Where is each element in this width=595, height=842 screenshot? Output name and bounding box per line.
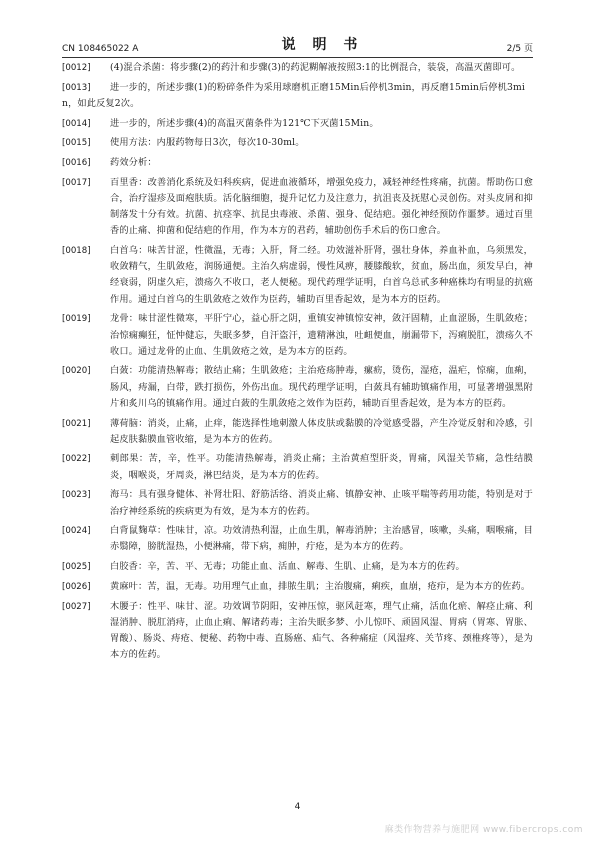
paragraph-number: [0024] bbox=[62, 526, 91, 537]
paragraph bbox=[62, 243, 533, 308]
paragraph bbox=[62, 487, 533, 519]
publication-number: CN 108465022 A bbox=[62, 44, 139, 54]
paragraph bbox=[62, 451, 533, 483]
paragraph-number: [0017] bbox=[62, 177, 91, 188]
paragraph-number: [0027] bbox=[62, 601, 91, 612]
paragraph-number: [0016] bbox=[62, 158, 91, 169]
paragraph bbox=[62, 579, 533, 595]
paragraph-text: 进一步的，所述步骤(1)的粉碎条件为采用球磨机正磨15Min后停机3min，再反磨15min后停机3min，如此反复2次。 bbox=[62, 81, 525, 109]
paragraph-number: [0015] bbox=[62, 138, 91, 149]
paragraph-text: 海马：具有强身健体、补肾壮阳、舒筋活络、消炎止痛、镇静安神、止咳平喘等药用功能，特别是对于治疗神经系统的疾病更为有效，是为本方的佐药。 bbox=[110, 489, 533, 517]
paragraph-number: [0020] bbox=[62, 366, 91, 377]
paragraph-text: 白蔹：功能清热解毒；散结止痛；生肌敛疮；主治疮疡肿毒，瘰疬，烫伤，湿疮，温疟，惊痫，血痢，肠风，痔漏，白带，跌打损伤，外伤出血。现代药理学证明，白蔹具有辅助镇痛作用，可显著增强黑附片和炙川乌的镇痛作用。通过白蔹的生肌敛疮之效作为臣药，辅助百里香起效，是为本方的臣药。 bbox=[110, 365, 533, 409]
paragraph-number: [0022] bbox=[62, 454, 91, 465]
paragraph bbox=[62, 559, 533, 575]
paragraph bbox=[62, 311, 533, 360]
paragraph-text: 白首乌：味苦甘涩，性微温，无毒；入肝，肾二经。功效滋补肝肾，强壮身体，养血补血，乌须黑发，收敛精气，生肌敛疮，润肠通便。主治久病虚弱，慢性风痹，腰膝酸软，贫血，肠出血，须发早白，神经衰弱，阴虚久疟，溃疡久不收口，老人便秘。现代药理学证明，白首乌总甙多种癌株均有明显的抗癌作用。通过白首乌的生肌敛疮之效作为臣药，辅助百里香起效，是为本方的臣药。 bbox=[110, 245, 533, 305]
paragraph-text: 木腰子：性平、味甘、涩。功效调节阴阳，安神压惊，驱风赶寒，理气止痛，活血化瘀、解痉止痛、利湿消肿、脱肛消痔，止血止痢、解诸药毒；主治失眠多梦、小儿惊吓、顽固风湿、胃病（胃寒、胃胀、胃酸）、肠炎、痔疮、便秘、药物中毒、直肠癌、疝气、各种痛症（风湿疼、关节疼、颈椎疼等），是为本方的佐药。 bbox=[110, 600, 533, 661]
paragraph-number: [0021] bbox=[62, 418, 91, 429]
paragraph-text: 龙骨：味甘涩性微寒，平肝宁心，益心肝之阴，重镇安神镇惊安神，敛汗固精，止血涩肠，生肌敛疮；治惊痫癫狂，怔忡健忘，失眠多梦，自汗盗汗，遗精淋浊，吐衄便血，崩漏带下，泻痢脱肛，溃疡久不收口。通过龙骨的止血、生肌敛疮之效，是为本方的臣药。 bbox=[110, 313, 533, 357]
document-title: 说 明 书 bbox=[281, 37, 364, 53]
paragraph-text: 使用方法：内服药物每日3次，每次10-30ml。 bbox=[110, 137, 305, 149]
paragraph-text: 进一步的，所述步骤(4)的高温灭菌条件为121℃下灭菌15Min。 bbox=[110, 117, 379, 129]
paragraph-number: [0023] bbox=[62, 490, 91, 501]
paragraph-text: 薄荷脑：消炎，止痛，止痒，能选择性地刺激人体皮肤或黏膜的冷觉感受器，产生冷觉反射和冷感，引起皮肤黏膜血管收缩，是为本方的佐药。 bbox=[110, 417, 533, 445]
paragraph bbox=[62, 116, 533, 132]
paragraph bbox=[62, 175, 533, 240]
paragraph bbox=[62, 416, 533, 448]
paragraph bbox=[62, 60, 533, 76]
page-count: 2/5 页 bbox=[506, 44, 533, 54]
paragraph-number: [0025] bbox=[62, 562, 91, 573]
document-body bbox=[62, 60, 533, 667]
paragraph-text: 白胶香：辛，苦、平、无毒；功能止血、活血、解毒、生肌、止痛，是为本方的佐药。 bbox=[110, 561, 465, 573]
paragraph-text: 白背鼠麴草：性味甘，凉。功效清热利湿，止血生肌，解毒消肿；主治感冒，咳嗽，头痛，咽喉痛，目赤翳障，膀胱湿热，小便淋痛，带下病，痈肿，疔疮，是为本方的佐药。 bbox=[110, 525, 533, 553]
paragraph bbox=[62, 155, 533, 171]
page-number: 4 bbox=[294, 802, 301, 812]
paragraph bbox=[62, 80, 533, 112]
paragraph-text: (4)混合杀菌：将步骤(2)的药汁和步骤(3)的药泥糊解液按照3:1的比例混合，装袋，高温灭菌即可。 bbox=[110, 62, 521, 73]
paragraph bbox=[62, 363, 533, 412]
paragraph bbox=[62, 135, 533, 151]
paragraph-number: [0012] bbox=[62, 63, 91, 73]
paragraph-number: [0014] bbox=[62, 118, 91, 129]
paragraph-number: [0019] bbox=[62, 314, 91, 325]
paragraph-text: 刺郎果：苦，辛，性平。功能清热解毒，消炎止痛；主治黄疸型肝炎，胃痛，风湿关节痛，急性结膜炎，咽喉炎，牙周炎，淋巴结炎，是为本方的佐药。 bbox=[110, 453, 533, 481]
paragraph bbox=[62, 523, 533, 555]
paragraph-number: [0013] bbox=[62, 82, 91, 93]
paragraph-text: 百里香：改善消化系统及妇科疾病，促进血液循环，增强免疫力，减轻神经性疼痛，抗菌。帮助伤口愈合，治疗湿疹及面疱肤质。活化脑细胞，提升记忆力及注意力，抗沮丧及抚慰心灵创伤。对头皮屑和抑制落发十分有效。抗菌、抗痉挛、抗昆虫毒液、杀菌、强身、促结疤。强化神经预防作噩梦。通过百里香的止痛、抑菌和促结疤的作用，作为本方的君药，辅助创伤手术后的伤口愈合。 bbox=[110, 176, 533, 237]
paragraph-number: [0026] bbox=[62, 581, 91, 592]
watermark: 麻类作物营养与施肥网 www.fibercrops.com bbox=[384, 825, 583, 835]
paragraph-text: 黄麻叶：苦，温，无毒。功用理气止血，排脓生肌；主治腹痛，痢疾，血崩，疮疖，是为本方的佐药。 bbox=[110, 580, 531, 592]
paragraph-number: [0018] bbox=[62, 246, 91, 257]
paragraph-text: 药效分析： bbox=[110, 157, 157, 169]
paragraph bbox=[62, 599, 533, 664]
page-header bbox=[62, 34, 533, 58]
